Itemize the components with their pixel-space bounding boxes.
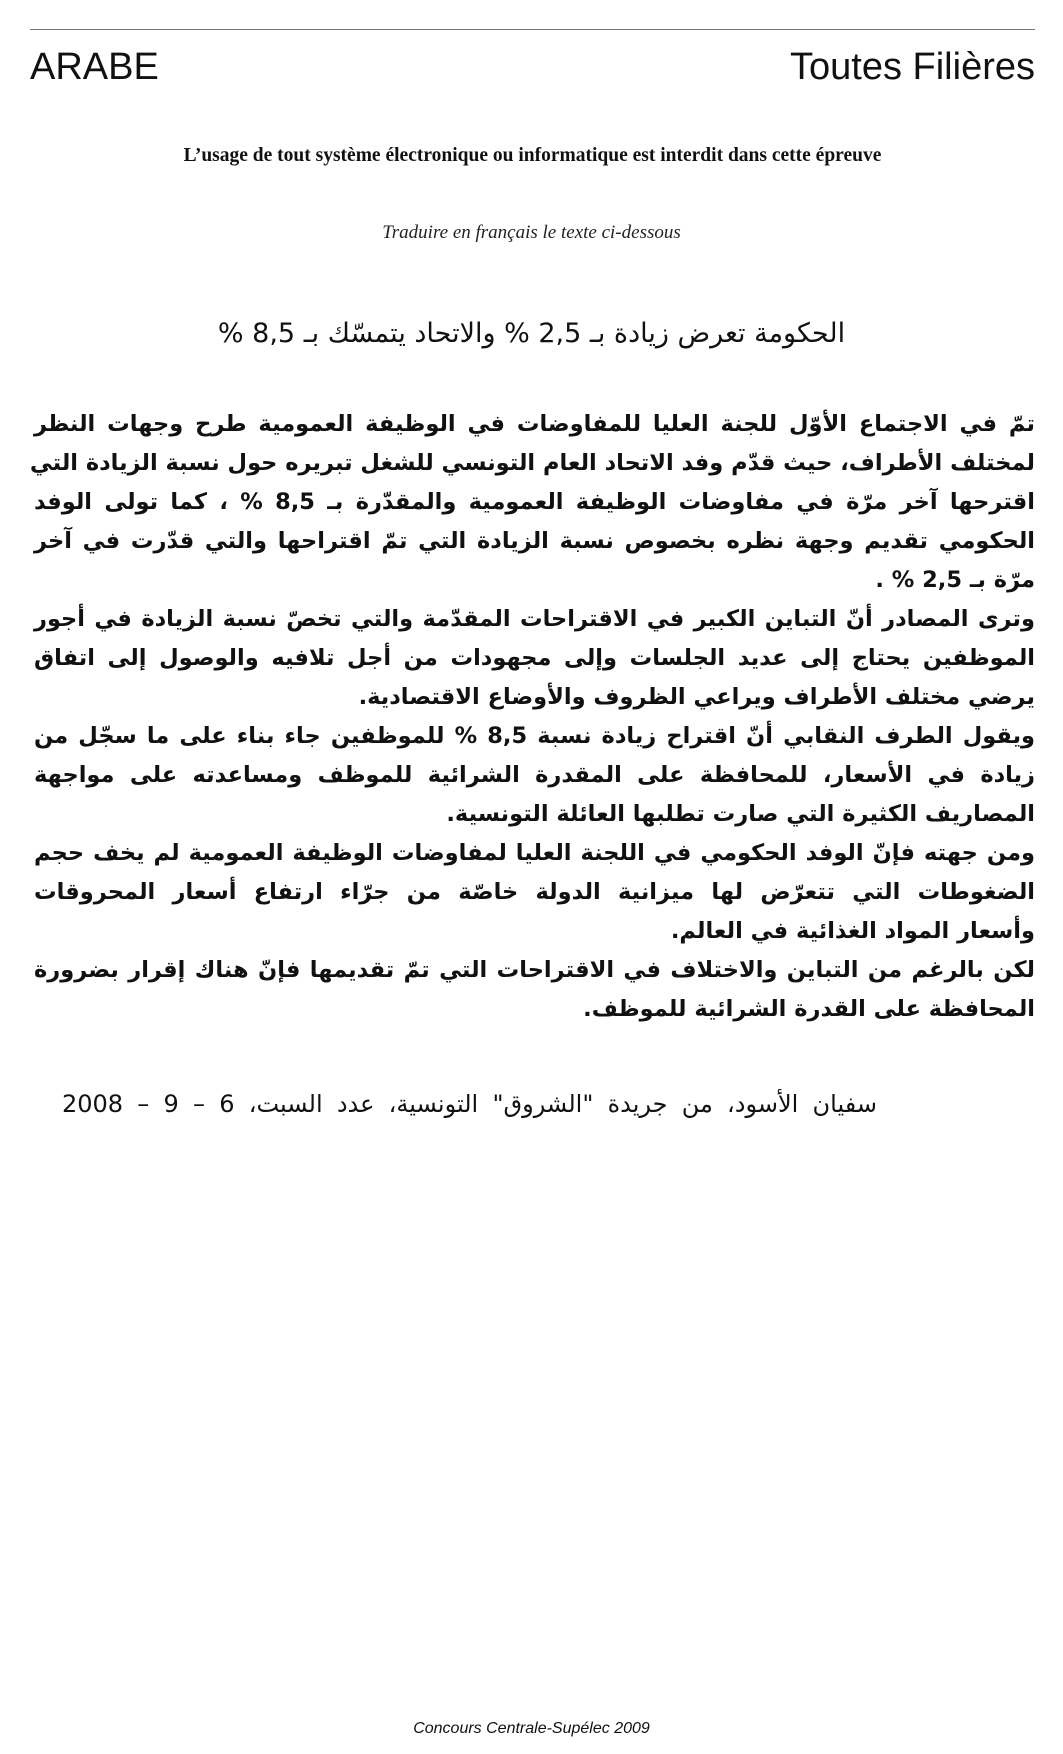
text-line: المصاريف الكثيرة التي صارت تطلبها العائلة التونسية. — [446, 801, 1035, 827]
article-body — [29, 405, 1036, 1029]
text-line: لكن بالرغم من التباين والاختلاف في الاقتراحات التي تمّ تقديمها فإنّ هناك إقرار بضرورة — [34, 957, 1035, 983]
article-source: سفيان الأسود، من جريدة "الشروق" التونسية، عدد السبت، 6 – 9 – 2008 — [62, 1090, 877, 1118]
track-label: Toutes Filières — [790, 46, 1035, 88]
electronics-warning: L’usage de tout système électronique ou informatique est interdit dans cette épreuve — [183, 145, 882, 166]
text-line: لمختلف الأطراف، حيث قدّم وفد الاتحاد العام التونسي للشغل تبريره حول نسبة الزيادة التي — [29, 450, 1035, 476]
text-line: الضغوطات التي تتعرّض لها ميزانية الدولة خاصّة من جرّاء ارتفاع أسعار المحروقات — [34, 879, 1035, 905]
text-line: الموظفين يحتاج إلى عديد الجلسات وإلى مجهودات من أجل تلافيه والوصول إلى اتفاق — [34, 645, 1035, 671]
footer: Concours Centrale-Supélec 2009 — [413, 1720, 650, 1737]
subject-label: ARABE — [30, 46, 159, 88]
header-rule — [30, 29, 1035, 30]
text-line: يرضي مختلف الأطراف ويراعي الظروف والأوضاع الاقتصادية. — [358, 684, 1035, 710]
article-title: الحكومة تعرض زيادة بـ 2,5 % والاتحاد يتمسّك بـ 8,5 % — [217, 318, 846, 349]
text-line: تمّ في الاجتماع الأوّل للجنة العليا للمفاوضات في الوظيفة العمومية طرح وجهات النظر — [34, 411, 1035, 437]
text-line: اقترحها آخر مرّة في مفاوضات الوظيفة العمومية والمقدّرة بـ 8,5 % ، كما تولى الوفد — [34, 489, 1035, 515]
text-line: مرّة بـ 2,5 % . — [875, 567, 1035, 593]
text-line: وترى المصادر أنّ التباين الكبير في الاقتراحات المقدّمة والتي تخصّ نسبة الزيادة في أجور — [34, 606, 1035, 632]
instruction: Traduire en français le texte ci-dessous — [382, 222, 681, 243]
text-line: الحكومي تقديم وجهة نظره بخصوص نسبة الزيادة التي تمّ اقتراحها والتي قدّرت في آخر — [34, 528, 1035, 554]
text-line: وأسعار المواد الغذائية في العالم. — [670, 918, 1035, 944]
text-line: زيادة في الأسعار، للمحافظة على المقدرة الشرائية للموظف ومساعدته على مواجهة — [34, 762, 1035, 788]
text-line: ومن جهته فإنّ الوفد الحكومي في اللجنة العليا لمفاوضات الوظيفة العمومية لم يخف حجم — [34, 840, 1035, 866]
text-line: المحافظة على القدرة الشرائية للموظف. — [583, 996, 1035, 1022]
text-line: ويقول الطرف النقابي أنّ اقتراح زيادة نسبة 8,5 % للموظفين جاء بناء على ما سجّل من — [34, 723, 1036, 749]
